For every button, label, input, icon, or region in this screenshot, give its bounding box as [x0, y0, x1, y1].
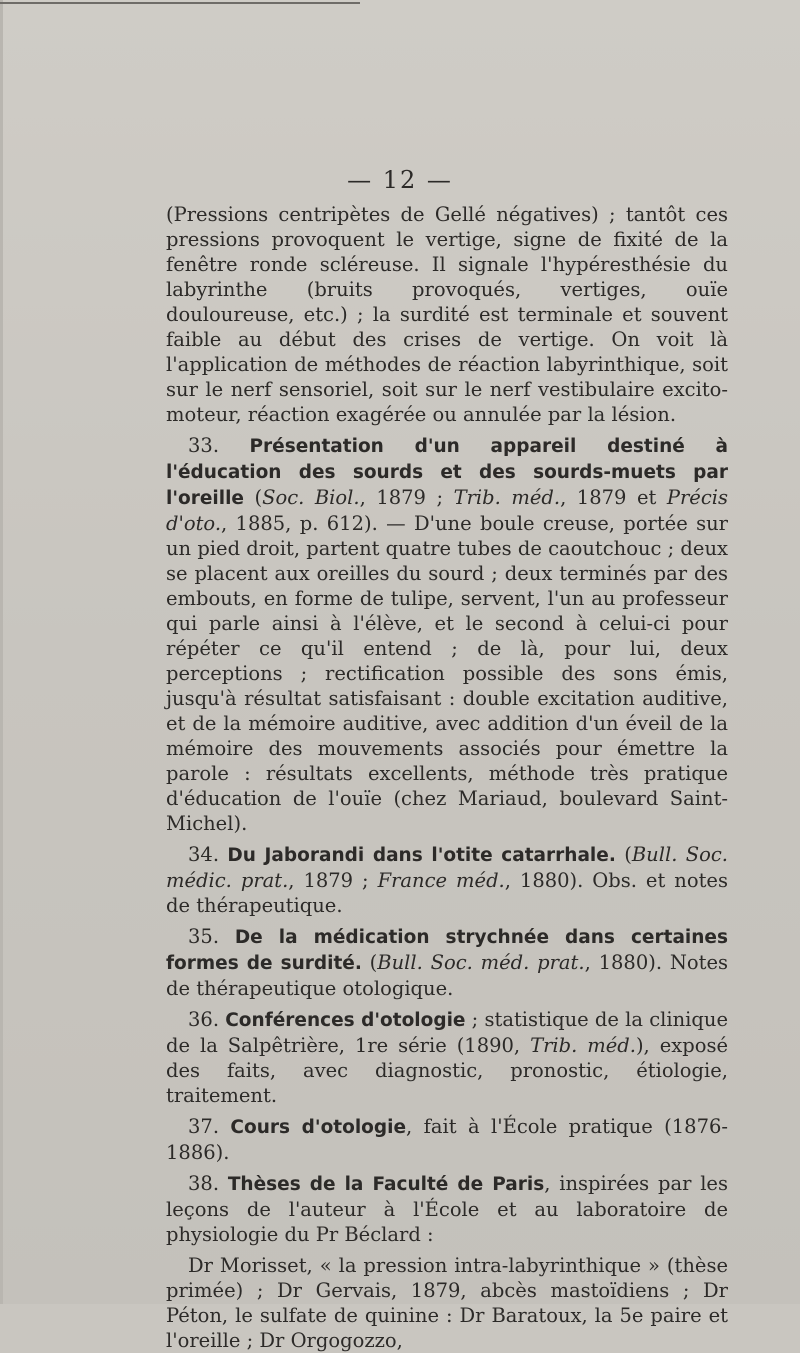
italic-citation: Soc. Biol.: [262, 486, 360, 509]
top-rule: [0, 2, 360, 4]
paragraph-p0: [166, 202, 728, 427]
paragraph-p38: [166, 1171, 728, 1247]
italic-citation: Trib. méd.: [530, 1034, 636, 1057]
text-run: 37.: [188, 1115, 231, 1138]
page-number: — 12 —: [347, 166, 453, 194]
bold-title: Présentation d'un appareil destiné à l'éducation des sourds et des sourds-muets par l'oreille: [166, 436, 728, 509]
italic-citation: Bull. Soc. médic. prat.: [166, 843, 728, 892]
text-run: ), exposé des faits, avec diagnostic, pronostic, étiologie, traitement.: [166, 1034, 728, 1107]
italic-citation: Bull. Soc. méd. prat.: [377, 951, 585, 974]
paragraph-p38b: [166, 1253, 728, 1353]
text-run: 38.: [188, 1172, 228, 1195]
text-run: , 1879 et: [560, 486, 667, 509]
text-run: 34.: [188, 843, 228, 866]
text-run: , 1885, p. 612). — D'une boule creuse, portée sur un pied droit, partent quatre tubes de caoutchouc ; deux se placent aux oreilles du sourd ; deux terminés par des embouts, en forme de tulipe, servent, l'un au professeur qui parle ainsi à l'élève, et le second à celui-ci pour répéter ce qu'il entend ; de là, pour lui, deux perceptions ; rectification possible des sons émis, jusqu'à résultat satisfaisant : double excitation auditive, et de la mémoire auditive, avec addition d'un éveil de la mémoire des mouvements associés pour émettre la parole : résultats excellents, méthode très pratique d'éducation de l'ouïe (chez Mariaud, boulevard Saint-Michel).: [166, 512, 729, 835]
italic-citation: Précis d'oto.: [166, 486, 729, 535]
text-run: (Pressions centripètes de Gellé négatives) ; tantôt ces pressions provoquent le vertige, signe de fixité de la fenêtre ronde scléreuse. Il signale l'hypéresthésie du labyrinthe (bruits provoqués, vertiges, ouïe douloureuse, etc.) ; la surdité est terminale et souvent faible au début des crises de vertige. On voit là l'application de méthodes de réaction labyrinthique, soit sur le nerf sensoriel, soit sur le nerf vestibulaire excito-moteur, réaction exagérée ou annulée par la lésion.: [166, 203, 728, 426]
bold-title: Thèses de la Faculté de Paris: [227, 1174, 545, 1195]
paragraph-p35: [166, 924, 728, 1001]
text-run: 36.: [188, 1008, 226, 1031]
text-run: , 1880). Obs. et notes de thérapeutique.: [166, 869, 728, 917]
text-run: 33.: [188, 434, 250, 457]
paragraph-p36: [166, 1007, 728, 1108]
text-run: (: [615, 843, 632, 866]
text-run: , 1879 ;: [288, 869, 378, 892]
text-run: , 1880). Notes de thérapeutique otologique.: [166, 951, 728, 1000]
page-left-edge: [0, 0, 3, 1304]
text-run: Dr Morisset, « la pression intra-labyrinthique » (thèse primée) ; Dr Gervais, 1879, abcès mastoïdiens ; Dr Péton, le sulfate de quinine : Dr Baratoux, la 5e paire et l'oreille ; Dr Orgogozzo,: [166, 1254, 728, 1352]
text-run: , fait à l'École pratique (1876-1886).: [166, 1115, 728, 1164]
paragraph-p34: [166, 842, 728, 918]
bold-title: Du Jaborandi dans l'otite catarrhale.: [227, 845, 616, 866]
bold-title: Cours d'otologie: [230, 1117, 407, 1138]
text-run: ; statistique de la clinique de la Salpêtrière, 1re série (1890,: [166, 1008, 728, 1057]
bold-title: Conférences d'otologie: [225, 1010, 466, 1031]
paragraph-p33: [166, 433, 728, 836]
text-run: (: [361, 951, 378, 974]
text-run: , 1879 ;: [359, 486, 454, 509]
text-run: 35.: [188, 925, 235, 948]
paragraph-p37: [166, 1114, 728, 1165]
page-body: [166, 202, 728, 1353]
italic-citation: France méd.: [377, 869, 505, 892]
text-run: (: [243, 486, 263, 509]
bold-title: De la médication strychnée dans certaines formes de surdité.: [166, 927, 728, 974]
text-run: , inspirées par les leçons de l'auteur à l'École et au laboratoire de physiologie du Pr Béclard :: [166, 1172, 728, 1246]
italic-citation: Trib. méd.: [453, 486, 561, 509]
